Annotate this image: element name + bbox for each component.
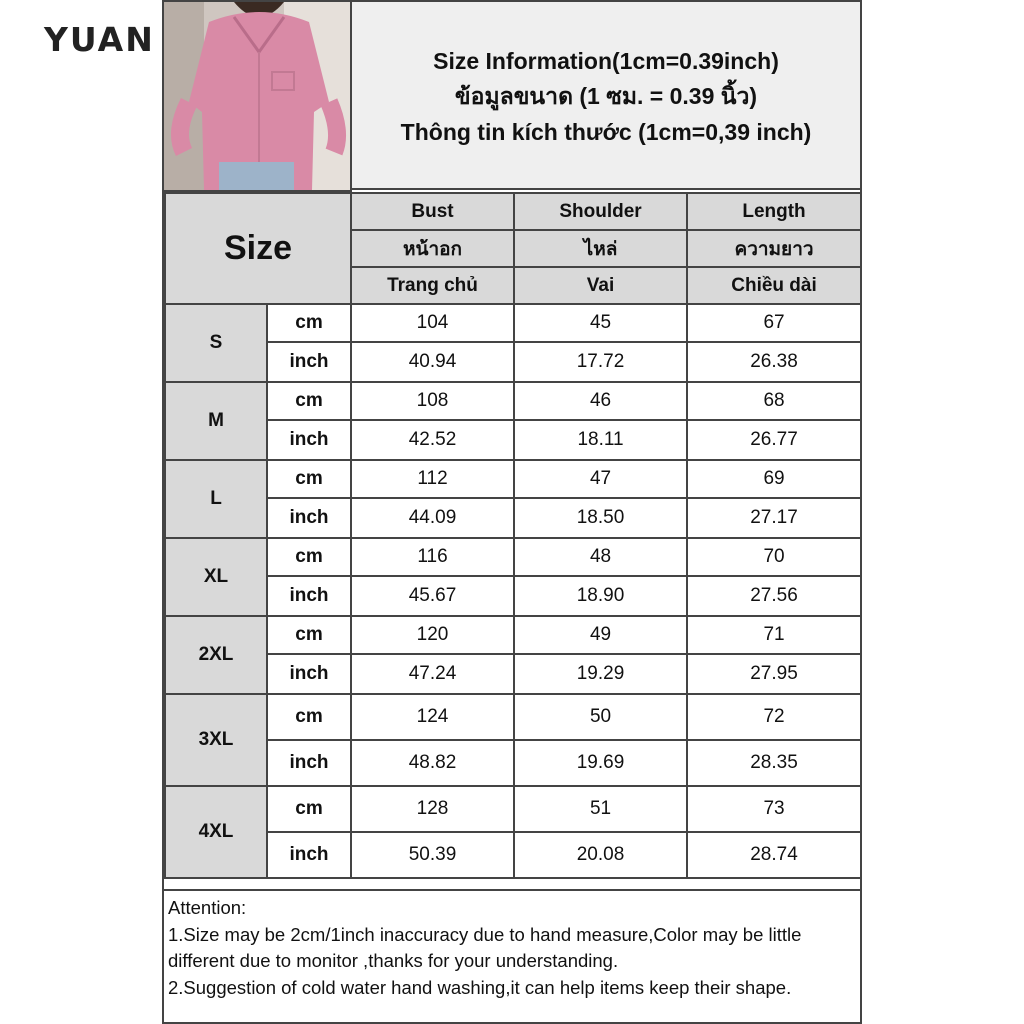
length-value: 73 — [687, 786, 861, 832]
size-label: 3XL — [165, 694, 267, 786]
table-row — [165, 498, 861, 538]
attention-note-1: 1.Size may be 2cm/1inch inaccuracy due to hand measure,Color may be little different due to monitor ,thanks for your understanding. — [168, 923, 802, 971]
size-label: 4XL — [165, 786, 267, 878]
table-row — [165, 420, 861, 460]
size-rows — [165, 304, 861, 878]
length-value: 27.17 — [687, 498, 861, 538]
table-row — [165, 382, 861, 420]
brand-logo: YUAN — [44, 20, 155, 59]
table-row — [165, 616, 861, 654]
bust-value: 48.82 — [351, 740, 514, 786]
size-label: XL — [165, 538, 267, 616]
shoulder-header-vi: Vai — [514, 267, 687, 304]
shoulder-value: 50 — [514, 694, 687, 740]
length-value: 68 — [687, 382, 861, 420]
size-label: S — [165, 304, 267, 382]
length-value: 27.56 — [687, 576, 861, 616]
length-value: 72 — [687, 694, 861, 740]
table-row — [165, 694, 861, 740]
unit-label: cm — [267, 460, 351, 498]
table-row — [165, 304, 861, 342]
bust-value: 42.52 — [351, 420, 514, 460]
length-value: 71 — [687, 616, 861, 654]
length-header-th: ความยาว — [687, 230, 861, 267]
length-value: 26.77 — [687, 420, 861, 460]
bust-value: 104 — [351, 304, 514, 342]
bust-header-vi: Trang chủ — [351, 267, 514, 304]
table-row — [165, 786, 861, 832]
shoulder-header-th: ไหล่ — [514, 230, 687, 267]
unit-label: cm — [267, 694, 351, 740]
table-row — [165, 342, 861, 382]
shoulder-value: 45 — [514, 304, 687, 342]
unit-label: cm — [267, 786, 351, 832]
bust-value: 44.09 — [351, 498, 514, 538]
shoulder-value: 18.11 — [514, 420, 687, 460]
size-info-vietnamese: Thông tin kích thước (1cm=0,39 inch) — [400, 118, 812, 145]
table-row — [165, 832, 861, 878]
shoulder-value: 48 — [514, 538, 687, 576]
length-header-en: Length — [687, 193, 861, 230]
unit-label: cm — [267, 382, 351, 420]
length-value: 27.95 — [687, 654, 861, 694]
length-value: 67 — [687, 304, 861, 342]
bust-value: 112 — [351, 460, 514, 498]
attention-note-2: 2.Suggestion of cold water hand washing,it can help items keep their shape. — [168, 976, 792, 998]
shoulder-value: 19.69 — [514, 740, 687, 786]
bust-value: 124 — [351, 694, 514, 740]
shoulder-value: 51 — [514, 786, 687, 832]
unit-label: cm — [267, 304, 351, 342]
size-table — [164, 192, 862, 879]
table-row — [165, 576, 861, 616]
shoulder-value: 20.08 — [514, 832, 687, 878]
length-value: 28.74 — [687, 832, 861, 878]
table-row — [165, 654, 861, 694]
size-info-thai: ข้อมูลขนาด (1 ซม. = 0.39 นิ้ว) — [454, 83, 758, 110]
bust-value: 47.24 — [351, 654, 514, 694]
bust-value: 128 — [351, 786, 514, 832]
length-header-vi: Chiều dài — [687, 267, 861, 304]
bust-value: 108 — [351, 382, 514, 420]
bust-value: 50.39 — [351, 832, 514, 878]
length-value: 69 — [687, 460, 861, 498]
unit-label: inch — [267, 342, 351, 382]
table-row — [165, 538, 861, 576]
attention-title: Attention: — [168, 897, 247, 918]
shoulder-value: 49 — [514, 616, 687, 654]
bust-value: 40.94 — [351, 342, 514, 382]
product-photo — [164, 2, 352, 192]
unit-label: cm — [267, 616, 351, 654]
unit-label: inch — [267, 498, 351, 538]
bust-value: 45.67 — [351, 576, 514, 616]
unit-label: cm — [267, 538, 351, 576]
length-value: 28.35 — [687, 740, 861, 786]
unit-label: inch — [267, 832, 351, 878]
attention-notes — [164, 889, 860, 1022]
size-info-header — [352, 2, 860, 190]
size-label: L — [165, 460, 267, 538]
size-info-english: Size Information(1cm=0.39inch) — [433, 47, 779, 74]
unit-label: inch — [267, 576, 351, 616]
shoulder-value: 47 — [514, 460, 687, 498]
bust-header-th: หน้าอก — [351, 230, 514, 267]
unit-label: inch — [267, 654, 351, 694]
size-chart-sheet — [162, 0, 862, 1024]
shoulder-value: 19.29 — [514, 654, 687, 694]
table-row — [165, 740, 861, 786]
size-column-header: Size — [165, 193, 351, 304]
shoulder-header-en: Shoulder — [514, 193, 687, 230]
bust-header-en: Bust — [351, 193, 514, 230]
bust-value: 116 — [351, 538, 514, 576]
size-label: M — [165, 382, 267, 460]
size-label: 2XL — [165, 616, 267, 694]
length-value: 26.38 — [687, 342, 861, 382]
bust-value: 120 — [351, 616, 514, 654]
shoulder-value: 18.90 — [514, 576, 687, 616]
shoulder-value: 17.72 — [514, 342, 687, 382]
shoulder-value: 18.50 — [514, 498, 687, 538]
table-row — [165, 460, 861, 498]
length-value: 70 — [687, 538, 861, 576]
unit-label: inch — [267, 420, 351, 460]
shoulder-value: 46 — [514, 382, 687, 420]
unit-label: inch — [267, 740, 351, 786]
